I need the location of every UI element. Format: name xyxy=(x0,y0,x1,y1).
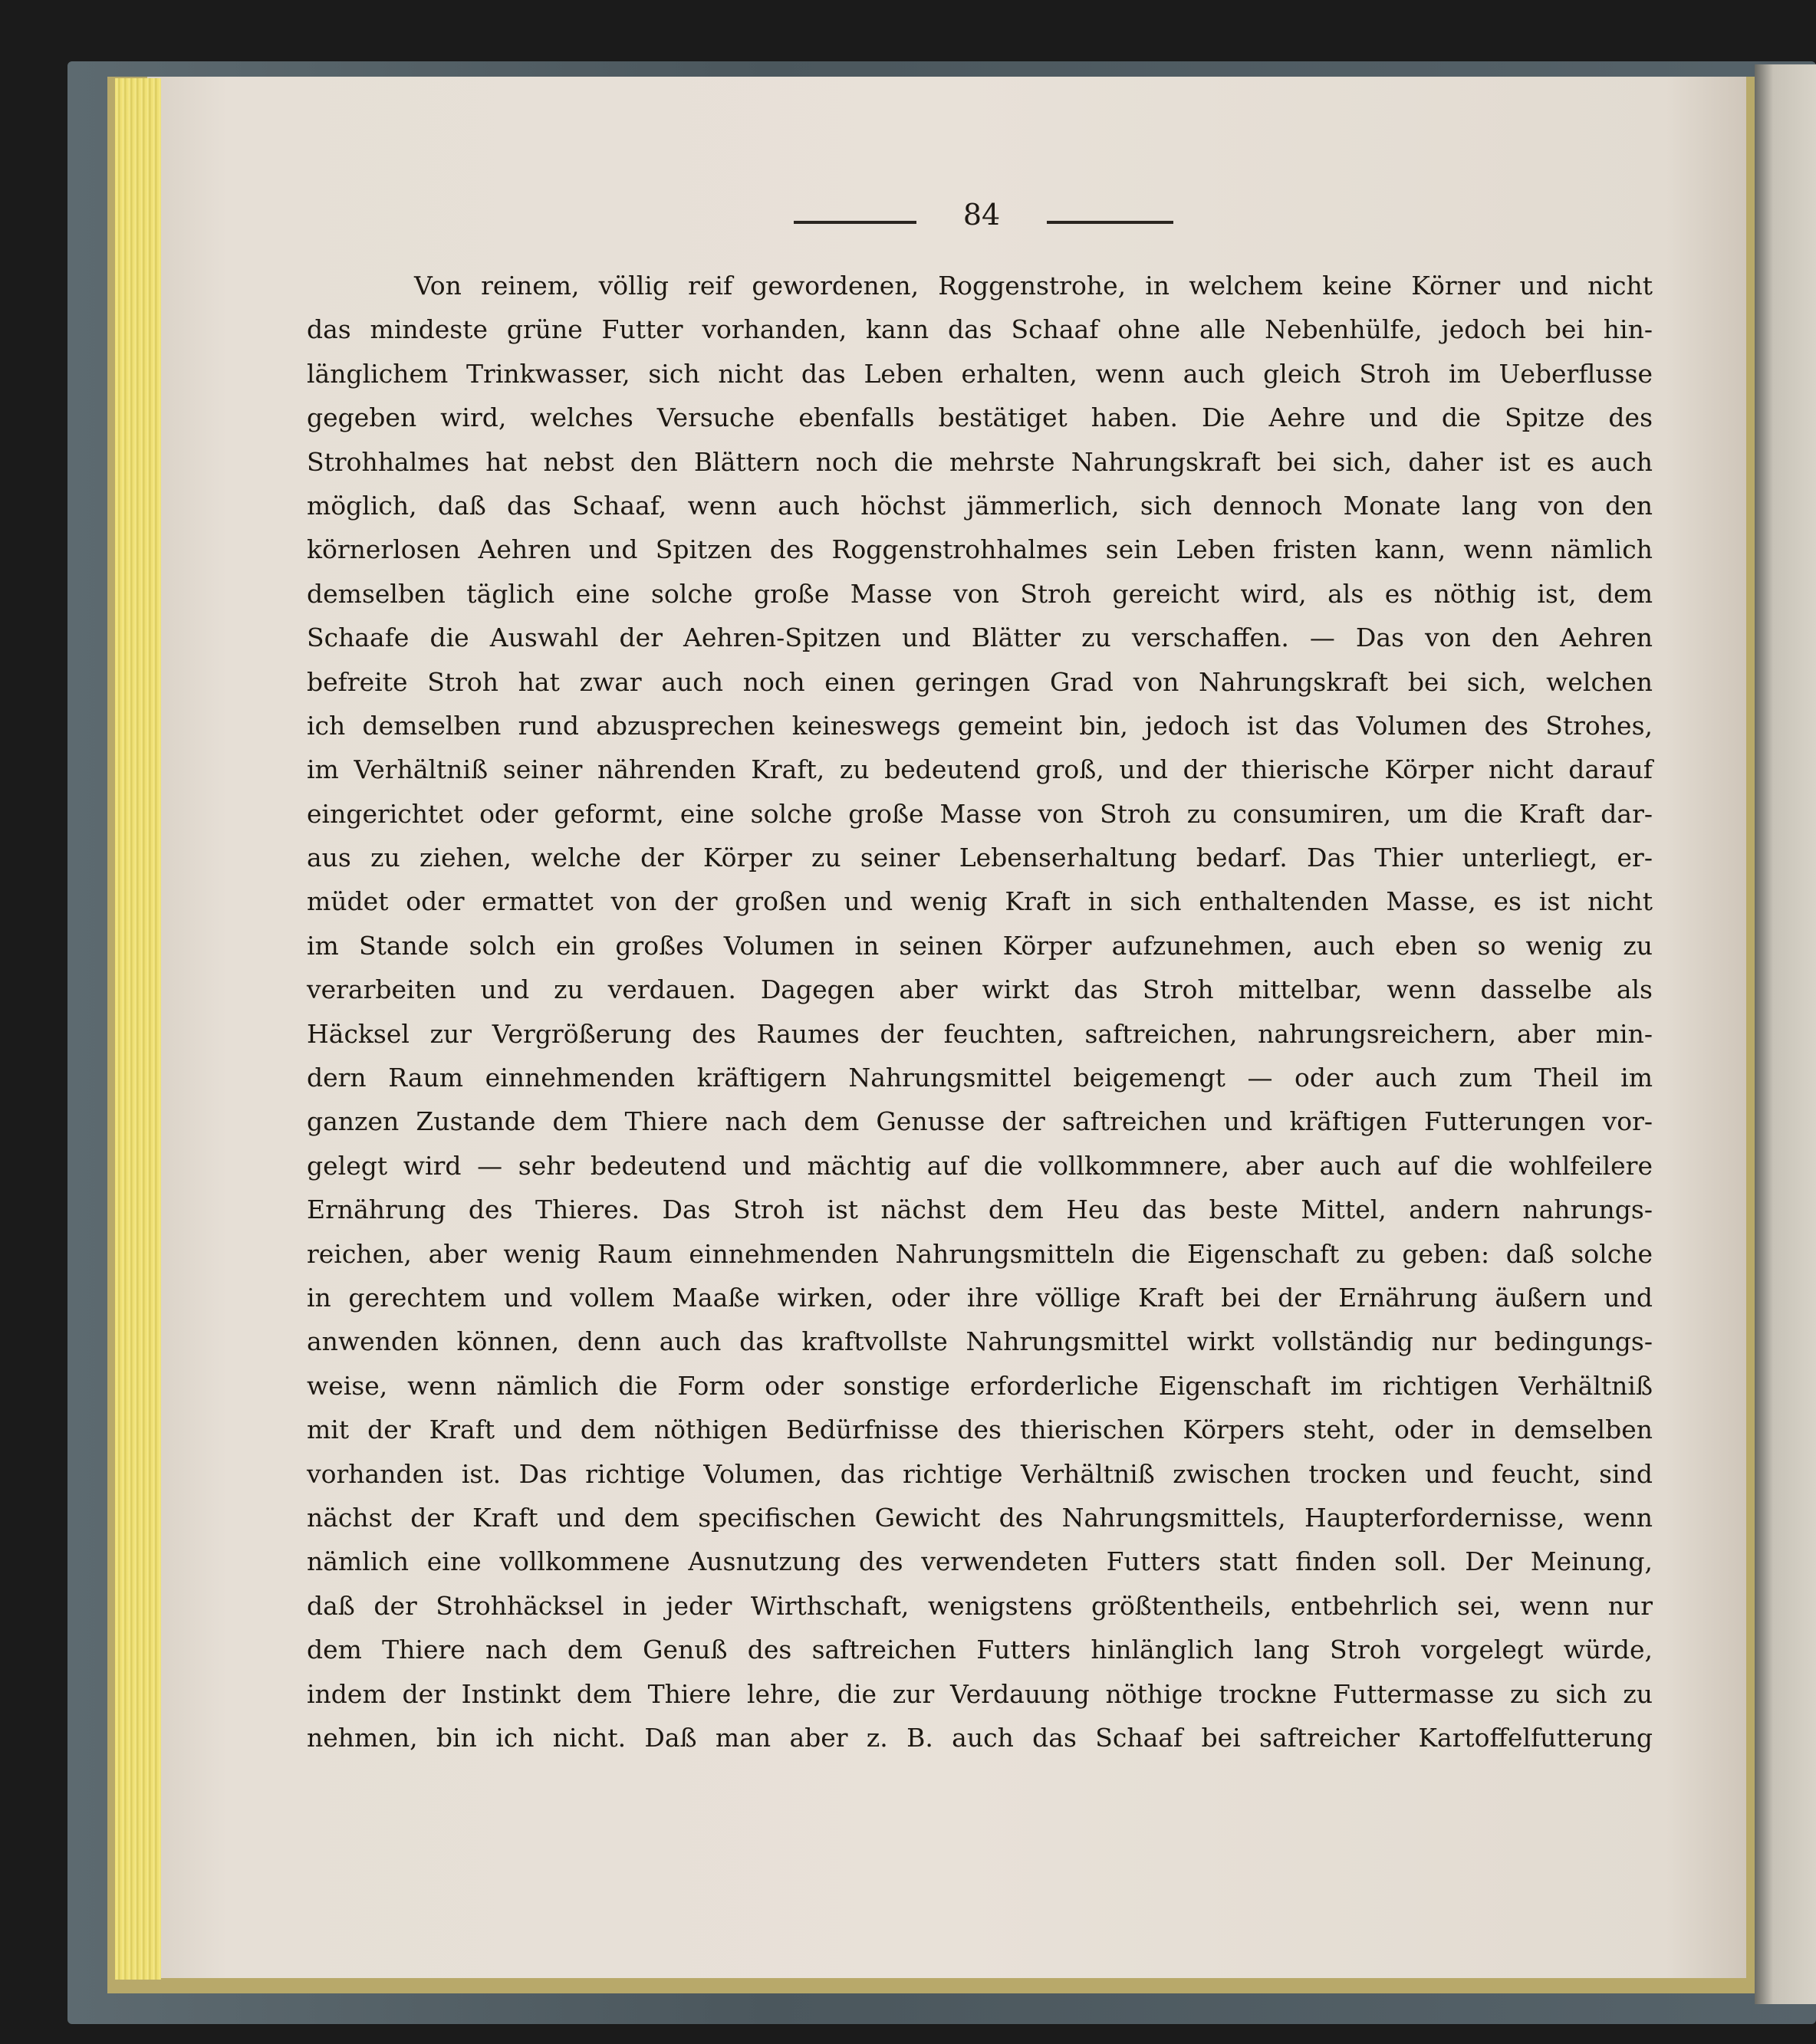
text-line: dern Raum einnehmenden kräftigern Nahrungsmittel beigemengt — oder auch zum Theil im xyxy=(307,1063,1653,1093)
text-line: nämlich eine vollkommene Ausnutzung des verwendeten Futters statt finden soll. Der Meinung, xyxy=(307,1546,1653,1577)
text-line: weise, wenn nämlich die Form oder sonstige erforderliche Eigenschaft im richtigen Verhältniß xyxy=(307,1370,1653,1401)
text-line: mit der Kraft und dem nöthigen Bedürfnisse des thierischen Körpers steht, oder in demselben xyxy=(307,1415,1653,1445)
text-line: befreite Stroh hat zwar auch noch einen geringen Grad von Nahrungskraft bei sich, welchen xyxy=(307,666,1653,697)
text-line: gegeben wird, welches Versuche ebenfalls bestätiget haben. Die Aehre und die Spitze des xyxy=(307,403,1653,433)
text-line: in gerechtem und vollem Maaße wirken, oder ihre völlige Kraft bei der Ernährung äußern und xyxy=(307,1282,1653,1313)
text-line: nächst der Kraft und dem specifischen Gewicht des Nahrungsmittels, Haupterfordernisse, wenn xyxy=(307,1502,1653,1533)
text-line: aus zu ziehen, welche der Körper zu seiner Lebenserhaltung bedarf. Das Thier unterliegt, er- xyxy=(307,843,1653,873)
text-line: Ernährung des Thieres. Das Stroh ist nächst dem Heu das beste Mittel, andern nahrungs- xyxy=(307,1195,1653,1225)
text-line: verarbeiten und zu verdauen. Dagegen aber wirkt das Stroh mittelbar, wenn dasselbe als xyxy=(307,974,1653,1005)
text-line: anwenden können, denn auch das kraftvollste Nahrungsmittel wirkt vollständig nur bedingungs- xyxy=(307,1326,1653,1357)
text-line: indem der Instinkt dem Thiere lehre, die zur Verdauung nöthige trockne Futtermasse zu sich zu xyxy=(307,1678,1653,1709)
page-header xyxy=(782,198,1181,244)
text-line: Strohhalmes hat nebst den Blättern noch die mehrste Nahrungskraft bei sich, daher ist es auch xyxy=(307,446,1653,477)
text-line: ganzen Zustande dem Thiere nach dem Genusse der saftreichen und kräftigen Futterungen vor- xyxy=(307,1106,1653,1137)
body-text xyxy=(307,264,1653,1760)
text-line: demselben täglich eine solche große Masse von Stroh gereicht wird, als es nöthig ist, dem xyxy=(307,578,1653,609)
text-line: ich demselben rund abzusprechen keineswegs gemeint bin, jedoch ist das Volumen des Strohes, xyxy=(307,710,1653,741)
facing-page-edge xyxy=(1755,64,1816,2004)
text-line: Von reinem, völlig reif gewordenen, Roggenstrohe, in welchem keine Körner und nicht xyxy=(414,271,1653,301)
text-line: das mindeste grüne Futter vorhanden, kann das Schaaf ohne alle Nebenhülfe, jedoch bei hin- xyxy=(307,314,1653,345)
text-line: möglich, daß das Schaaf, wenn auch höchst jämmerlich, sich dennoch Monate lang von den xyxy=(307,490,1653,521)
page-number: 84 xyxy=(962,198,1001,232)
text-line: Schaafe die Auswahl der Aehren-Spitzen und Blätter zu verschaffen. — Das von den Aehren xyxy=(307,623,1653,653)
text-line: nehmen, bin ich nicht. Daß man aber z. B. auch das Schaaf bei saftreicher Kartoffelfutterung xyxy=(307,1722,1653,1753)
page-edges xyxy=(115,78,161,1980)
text-line: im Stande solch ein großes Volumen in seinen Körper aufzunehmen, auch eben so wenig zu xyxy=(307,930,1653,961)
text-line: reichen, aber wenig Raum einnehmenden Nahrungsmitteln die Eigenschaft zu geben: daß solche xyxy=(307,1238,1653,1269)
text-line: gelegt wird — sehr bedeutend und mächtig auf die vollkommnere, aber auch auf die wohlfeilere xyxy=(307,1150,1653,1181)
text-line: eingerichtet oder geformt, eine solche große Masse von Stroh zu consumiren, um die Kraft dar- xyxy=(307,798,1653,829)
text-line: müdet oder ermattet von der großen und wenig Kraft in sich enthaltenden Masse, es ist nicht xyxy=(307,886,1653,917)
text-line: im Verhältniß seiner nährenden Kraft, zu bedeutend groß, und der thierische Körper nicht darauf xyxy=(307,754,1653,785)
text-line: vorhanden ist. Das richtige Volumen, das richtige Verhältniß zwischen trocken und feucht, sind xyxy=(307,1458,1653,1489)
text-line: Häcksel zur Vergrößerung des Raumes der feuchten, saftreichen, nahrungsreichern, aber min- xyxy=(307,1018,1653,1049)
text-line: länglichem Trinkwasser, sich nicht das Leben erhalten, wenn auch gleich Stroh im Ueberflusse xyxy=(307,358,1653,389)
text-line: dem Thiere nach dem Genuß des saftreichen Futters hinlänglich lang Stroh vorgelegt würde, xyxy=(307,1635,1653,1665)
text-line: daß der Strohhäcksel in jeder Wirthschaft, wenigstens größtentheils, entbehrlich sei, wenn nur xyxy=(307,1590,1653,1621)
header-rule-left xyxy=(794,221,916,224)
header-rule-right xyxy=(1047,221,1173,224)
text-line: körnerlosen Aehren und Spitzen des Roggenstrohhalmes sein Leben fristen kann, wenn nämlich xyxy=(307,534,1653,565)
